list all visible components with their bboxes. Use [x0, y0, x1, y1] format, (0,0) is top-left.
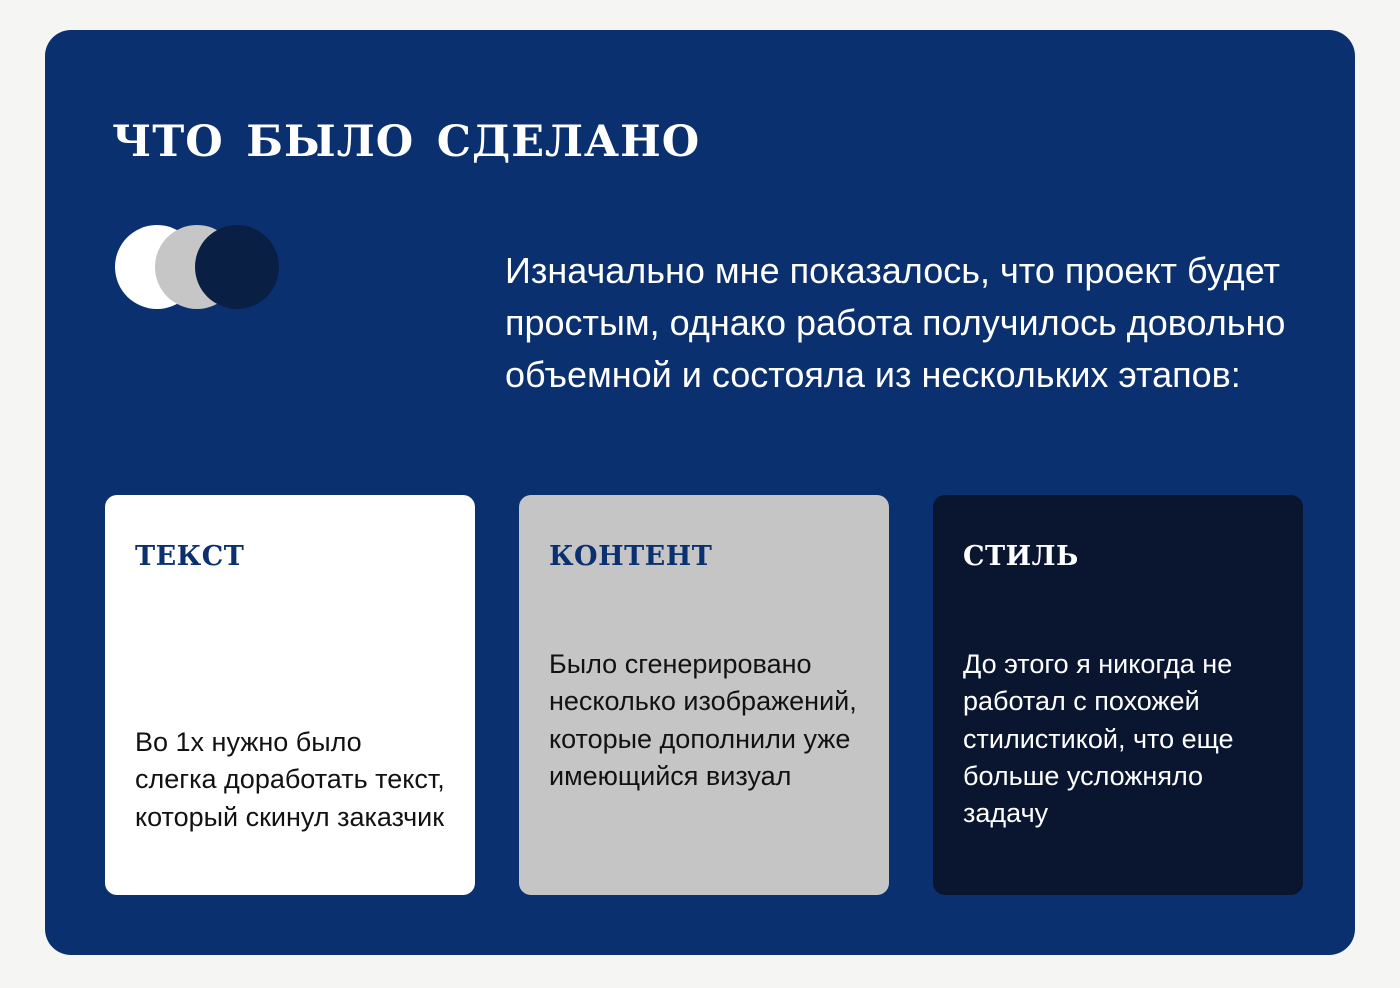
card-style-body: До этого я никогда не работал с похожей стилистикой, что еще больше усложняло задачу — [963, 649, 1234, 828]
three-circles-logo — [115, 225, 305, 315]
card-content-body: Было сгенерировано несколько изображений, которые дополнили уже имеющийся визуал — [549, 649, 857, 791]
card-text — [105, 495, 475, 895]
cards-row — [105, 495, 1305, 895]
card-style-title: стиль — [963, 529, 1079, 574]
intro-paragraph: Изначально мне показалось, что проект будет простым, однако работа получилось довольно объемной и состояла из нескольких этапов: — [505, 250, 1286, 396]
card-text-title: текст — [135, 529, 245, 574]
circle-navy-icon — [195, 225, 279, 309]
card-content — [519, 495, 889, 895]
slide-container — [45, 30, 1355, 955]
card-style — [933, 495, 1303, 895]
card-content-title: контент — [549, 529, 713, 574]
card-text-body: Во 1х нужно было слегка доработать текст, который скинул заказчик — [135, 727, 445, 832]
page-title: что было сделано — [112, 98, 701, 171]
